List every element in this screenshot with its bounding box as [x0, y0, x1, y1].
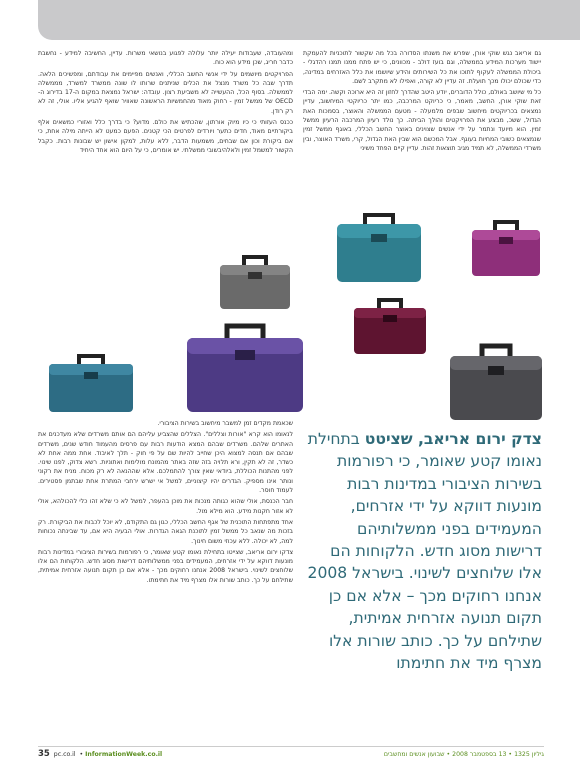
- page-number: 35: [38, 749, 50, 759]
- briefcase-purple-icon: [185, 320, 305, 414]
- pull-quote-text: בתחילת נאומו קטע שאומר, כי רפורמות בשירות הציבורי במדינות רבות מונעות דווקא על ידי אזרחים, המעמידים בפני ממשלותיהם דרישות מסוג חדש. הלקוחות הם אלו שלוחצים לשינוי. בישראל 2008 אנחנו רחוקים מכך – אלא אם כן תקום תנועה אזרחית אמיתית, שתילחם על כך. כותב שורות אלו מצרף מיד את חתימתו: [307, 430, 542, 673]
- paragraph: חבר הכנסת, אולי שהוא כגותה מנכות את מוכן בהעפר, למשל לא כי שלא זהו כלי להכולהא, אולי לא אזור חקנות מידע. הוא מילא מול.: [38, 498, 293, 515]
- briefcase-teal-icon: [335, 210, 423, 284]
- paragraph: ומהעובדה, שעבודות יעילה יותר עלולה לפגוע בנושאי משרות. עדיין, החשיבה למידע - נחשבת כדבר חריג, שכן מידע הוא כוח.: [38, 50, 293, 67]
- briefcase-darkred-icon: [352, 296, 428, 356]
- article-column-top-right: [303, 49, 541, 208]
- paragraph: לנאומו הוא קרא "אורות וצללים". הצללים שהצביע עליהם הם אותם משרדים שלא מעדכנים את האתרים שלהם. משרדים שבהם המצא הודעות רבות עם פרסים מהעמוד חודש שנים, משרדים שבהם אם תנסה למצוא היכן שחייב להיות שם על פי חוק - תלך לאיבוד. אחת ממה אחת לא כשדר, זה לא תקין, ורא תלויה בזה שזה באתר מהמונח מולימות ואתוניות. רשא צדוק, לפנו שינוי. לפני מהתנות הכוללת, ביודאי שאין צורך להתמלכם. אלא שההנאה לא רק מכוח. מניח את רקוני ונותר אינו מספיק. הגדרים יהיו קיצוניים, למשל אי ישרש ירחבי המתרת אחת שבתמן פסטירים. לעמוד חוסר.: [38, 431, 293, 495]
- briefcase-blue-icon: [47, 352, 135, 414]
- footer-left: 35 pc.co.il • InformationWeek.co.il: [38, 749, 163, 759]
- page-footer: [38, 746, 544, 761]
- article-column-top-left: [38, 49, 293, 209]
- briefcase-gray-icon: [218, 253, 292, 311]
- footer-site: pc.co.il: [53, 751, 76, 758]
- briefcase-magenta-icon: [470, 218, 542, 278]
- paragraph: שכאמת מקדים זמן למשבר מיחשוב בשירות הציבורי.: [157, 420, 293, 427]
- paragraph: הפרויקטים מיושמים על ידי אנשי החשב הכללי, ואנשים מפיימים את עבודתם, ומפשיכים הלאה. תדרך שבה כל משרד מנצל את הכלים שניתנים שרותו לו שונה ממשרד למשרד, מממשלה לממשלה. בסוף הכל, ההעשייה לא משביעת רצון. עובדה: ישראל נמצאת במקום ה-17 בדירוג ה-OECD של ממשל זמין - רחוק מאוד מהחמשיות הראשונה שאוויר שואף להגיע אליו. אולי, זה לא רק רודן.: [38, 70, 293, 115]
- briefcase-slate-icon: [448, 340, 544, 422]
- paragraph: גם אריאב נגש שוקי אורן, שפרש את משנתו הסדורה בכל מה שקשור לתוכניות להעמקת יישוד מערכות המידע בממשלה, וגם בועז דולב - מכוונים, כי יש פתח ממנו תמנו רהדגלי - ביכולת הממשלה לעקוף לתוכו את כל השירותים והידע שיושמו את כלל האזרחים במדינה, כדי שכולם יכולו מכך תועלת. זה עדיין לא קורה, ואפילו לא מתקרב לשם.: [303, 50, 541, 85]
- pull-quote-lead: צדק ירום אריאב, שציטט: [364, 430, 542, 448]
- header-tab-strip: [38, 0, 580, 40]
- paragraph: אחד מתפתחות התוכנית של אגף החשב הכללי, כגון גם התקודם, לא יוכל לכבות את הביקורת. רק בזכות מה שנאב כל ממשל זמין לתוכנת הגאה הגדרות. אולי הבעיה היא אם, עד שבינתה נכוחות למה, לא יכולה. ללא עכוזי משום חינוך.: [38, 518, 293, 545]
- pull-quote: [306, 428, 542, 728]
- paragraph: צדקו ירום אריאב, שצייטו בתחילת נאומו קטע שאומר, כי רפורמות בשירות הציבורי במדינות רבות מונעות דווקא על ידי אזרחים, המעמידים בפני ממשלותיהם דרישות מסוג חדש. הלקוחות הם אלו שלוחצים לשינוי. בישראל 2008 אנחנו רחוקים מכך - אלא אם כן תקום תנועה אזרחית אמיתית, שתילחם על כך. כותב שורות אלו מצרף מיד את חתימתו.: [38, 548, 293, 584]
- paragraph: ככנס העזותי כי כיו מיוק אורתון, שהכתיש את כולם. מדוע? כי בדרך כלל ואזורי כמשאים אלף ביקורתיים מאוד, חדים כתער ויורדים לפרטים הכי קטנים. הפעם כמעט לא הייתה מילה אחת, כי אם ביקורת וכון אם שבחים, משמעות הדבר, ללא עלות, למקון אישון יש שבונות רבות. כקבל הקשור למשמל זמין ולאלהיבשובי ממשלתי. יש אומרים, כי על היום הוא אחד היחיד: [38, 119, 293, 154]
- footer-issue: גיליון 1325 • 13 בספטמבר 2008 • שבועון אנשים ומחשבים: [383, 750, 544, 758]
- article-column-bottom-left: [38, 419, 293, 745]
- footer-mag-site: InformationWeek.co.il: [85, 751, 163, 758]
- paragraph: כל מי שיושב באולם, כולל הדוברים, יודע היטב שהדרך לחזון זה היא ארוכה וקשה. ימה הבדי זאת שוקי אורן, החשב, מאמר, כי כריוקט המרכבה, כמו יתר כריוקטי המיחשוב, עדיין נמצאים בכריוקטים מיחשוב שבפים מלמעלה - מטעם הממשלה והאוצר, בסמכות האת הגדול, ששכ, מבצע את הפרויקטים והולך הביתה. כך נולד רעיון המרכבה הרעיון ממשל זמין. הוא מיועד ונתמר על ידי אנשים שצוינים באוצר החשב הכללי, באוגף ממשל זמין שנמצאים כשובי המחיות בעוגף. אבל המכשם הוא שבין האת הגדול, קרי, משרד האוצר, ובין משרדי הממשלה, לא תמיד מגיב תוצאות זהות. עדיין קיים הפחד משיני: [303, 89, 541, 152]
